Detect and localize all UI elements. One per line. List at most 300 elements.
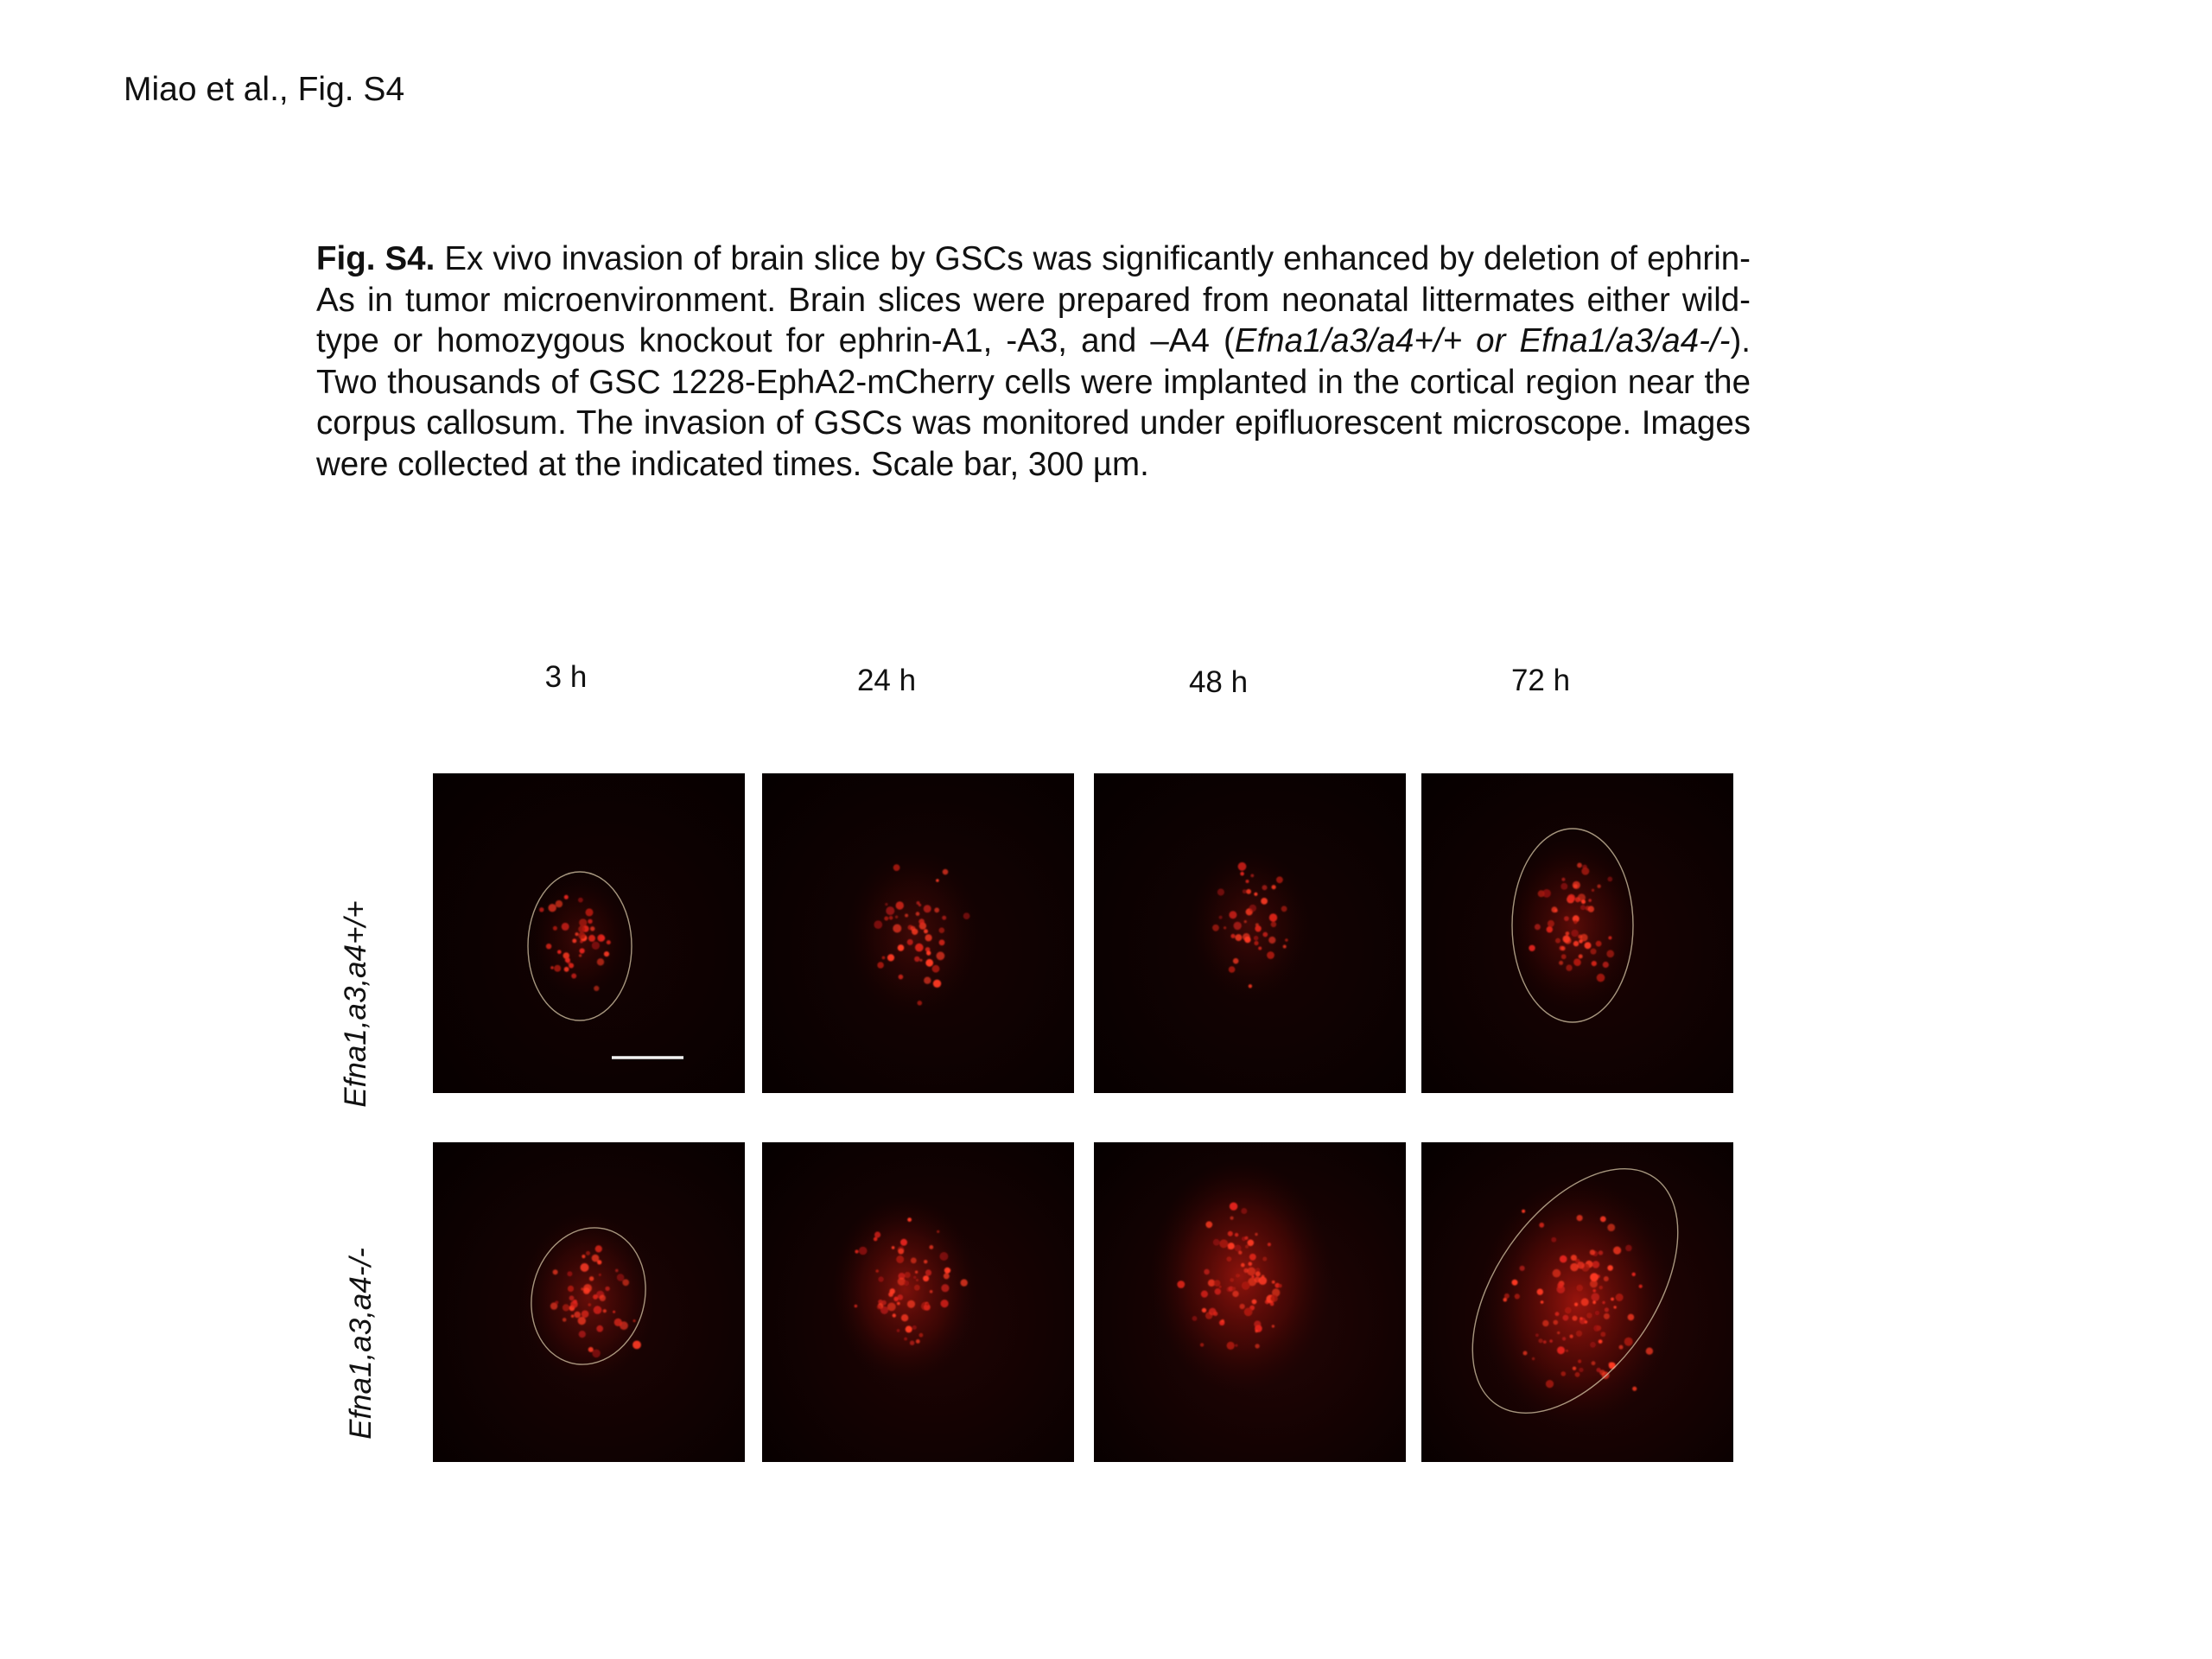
cell-dot xyxy=(1570,1335,1573,1338)
cell-dot xyxy=(1215,1288,1221,1294)
page-header: Miao et al., Fig. S4 xyxy=(124,71,405,108)
cell-dot xyxy=(1560,1255,1567,1263)
cell-dot xyxy=(946,1268,950,1273)
cell-dot xyxy=(579,1331,586,1338)
cell-dot xyxy=(1577,1215,1583,1221)
cell-dot xyxy=(904,1338,907,1341)
cell-dot xyxy=(1243,1268,1248,1273)
cell-dot xyxy=(1268,1243,1271,1246)
cell-dot xyxy=(1262,885,1268,890)
cell-dot xyxy=(1541,1300,1544,1304)
cell-dot xyxy=(1523,1351,1528,1356)
cell-dot xyxy=(1632,1273,1636,1276)
cell-dot xyxy=(1591,949,1597,955)
cell-dot xyxy=(1573,920,1577,924)
cell-dot xyxy=(1588,906,1594,912)
cell-dot xyxy=(633,1319,636,1322)
cell-dot xyxy=(1242,1281,1250,1290)
cell-dot xyxy=(1236,1274,1239,1277)
cell-dot xyxy=(1607,1265,1613,1271)
row-label-wild-type: Efna1,a3,a4+/+ xyxy=(339,900,372,1108)
cell-dot xyxy=(1535,1333,1539,1337)
micrograph-ko-48h xyxy=(1094,1142,1406,1462)
cell-dot xyxy=(1230,934,1235,938)
cell-dot xyxy=(1564,938,1571,944)
micrograph-image xyxy=(1421,1142,1733,1462)
cell-dot xyxy=(1283,945,1287,949)
cell-dot xyxy=(593,1294,598,1300)
cell-dot xyxy=(563,1304,569,1311)
cell-dot xyxy=(564,967,569,972)
cell-dot xyxy=(898,1249,904,1255)
cell-dot xyxy=(1227,1256,1232,1262)
cell-dot xyxy=(926,950,931,955)
cell-dot xyxy=(917,901,920,905)
cell-dot xyxy=(1532,1357,1535,1360)
cell-dot xyxy=(1258,947,1262,950)
cell-dot xyxy=(574,1312,581,1319)
cell-dot xyxy=(1555,938,1560,944)
cell-dot xyxy=(918,1001,923,1006)
cell-dot xyxy=(1247,1268,1255,1276)
caption-text-3: m. xyxy=(1112,445,1149,483)
cell-dot xyxy=(1269,913,1277,921)
cell-dot xyxy=(580,940,583,944)
cell-dot xyxy=(600,936,605,941)
cell-dot xyxy=(896,1255,904,1263)
cell-dot xyxy=(1230,1217,1234,1220)
cell-dot xyxy=(1600,1332,1605,1337)
cell-dot xyxy=(885,903,887,906)
cell-dot xyxy=(1580,905,1586,910)
cell-dot xyxy=(893,925,901,933)
cell-dot xyxy=(907,1217,912,1222)
cell-dot xyxy=(1219,1239,1228,1248)
cell-dot xyxy=(911,926,916,931)
cell-dot xyxy=(1250,874,1254,878)
cell-dot xyxy=(1249,984,1252,988)
cell-dot xyxy=(554,965,561,972)
cell-dot xyxy=(1579,954,1583,958)
cell-dot xyxy=(579,954,582,957)
cell-dot xyxy=(893,864,900,871)
cell-dot xyxy=(1255,1330,1257,1332)
row-label-knockout: Efna1,a3,a4-/- xyxy=(344,1248,378,1440)
cell-dot xyxy=(555,1300,558,1304)
cell-dot xyxy=(1249,905,1257,912)
cell-dot xyxy=(1270,1302,1274,1306)
cell-dot xyxy=(1255,925,1261,931)
cell-dot xyxy=(1597,974,1605,982)
cell-dot xyxy=(1575,897,1580,902)
cell-dot xyxy=(1611,1298,1614,1301)
cell-dot xyxy=(603,1309,607,1313)
cell-dot xyxy=(939,939,945,945)
cell-dot xyxy=(1228,1243,1235,1249)
micrograph-image xyxy=(762,1142,1074,1462)
cell-dot xyxy=(914,1285,920,1291)
cell-dot xyxy=(550,966,554,969)
cell-dot xyxy=(613,1311,615,1313)
cell-dot xyxy=(1585,942,1592,949)
cell-dot xyxy=(1234,922,1242,930)
cell-dot xyxy=(914,957,919,962)
cell-dot xyxy=(943,869,949,875)
cell-dot xyxy=(1593,1325,1599,1332)
cell-dot xyxy=(1592,961,1597,966)
cell-dot xyxy=(1255,1271,1261,1276)
cell-dot xyxy=(939,1252,948,1261)
cell-dot xyxy=(1561,954,1567,959)
fluorescence-glow xyxy=(522,1212,655,1383)
cell-dot xyxy=(1580,934,1588,942)
cell-dot xyxy=(1262,932,1268,938)
cell-dot xyxy=(963,912,970,919)
cell-dot xyxy=(913,1276,916,1279)
cell-dot xyxy=(1254,893,1257,896)
cell-dot xyxy=(1235,1233,1238,1236)
cell-dot xyxy=(1245,1245,1249,1249)
cell-dot xyxy=(1592,1289,1596,1293)
cell-dot xyxy=(875,1269,879,1273)
cell-dot xyxy=(557,950,562,954)
cell-dot xyxy=(1219,1286,1222,1288)
cell-dot xyxy=(882,957,886,960)
cell-dot xyxy=(1607,1224,1615,1231)
cell-dot xyxy=(924,977,931,984)
cell-dot xyxy=(1592,1293,1600,1301)
cell-dot xyxy=(1603,962,1609,968)
cell-dot xyxy=(581,1263,589,1272)
cell-dot xyxy=(1520,1266,1525,1271)
cell-dot xyxy=(1590,1273,1599,1281)
cell-dot xyxy=(1559,961,1563,965)
micrograph-image xyxy=(762,773,1074,1093)
cell-dot xyxy=(886,906,894,915)
cell-dot xyxy=(925,934,932,941)
cell-dot xyxy=(1573,958,1580,965)
caption-genotype: Efna1/a3/a4+/+ or Efna1/a3/a4-/- xyxy=(1234,322,1731,359)
cell-dot xyxy=(1561,878,1565,881)
cell-dot xyxy=(1547,926,1553,932)
cell-dot xyxy=(1272,1325,1274,1327)
cell-dot xyxy=(1566,964,1572,970)
cell-dot xyxy=(1600,1217,1606,1223)
cell-dot xyxy=(925,959,933,967)
cell-dot xyxy=(1251,1275,1254,1278)
cell-dot xyxy=(915,944,924,952)
cell-dot xyxy=(588,935,595,942)
cell-dot xyxy=(1241,1263,1245,1268)
micrograph-ko-72h xyxy=(1421,1142,1733,1462)
cell-dot xyxy=(904,1281,909,1286)
cell-dot xyxy=(1567,894,1575,902)
cell-dot xyxy=(553,1269,558,1274)
cell-dot xyxy=(1586,1313,1592,1318)
cell-dot xyxy=(895,916,898,918)
cell-dot xyxy=(1581,1298,1589,1306)
cell-dot xyxy=(579,918,587,926)
cell-dot xyxy=(1592,1361,1596,1365)
cell-dot xyxy=(595,1245,602,1252)
cell-dot xyxy=(923,1275,929,1281)
cell-dot xyxy=(596,1325,603,1332)
cell-dot xyxy=(919,959,922,962)
cell-dot xyxy=(1553,1269,1561,1278)
cell-dot xyxy=(1238,1251,1242,1255)
cell-dot xyxy=(1576,1331,1582,1337)
cell-dot xyxy=(588,1347,594,1352)
cell-dot xyxy=(1272,1281,1275,1284)
cell-dot xyxy=(1596,941,1602,947)
cell-dot xyxy=(932,965,940,973)
cell-dot xyxy=(565,957,570,963)
cell-dot xyxy=(1566,931,1570,936)
cell-dot xyxy=(1580,1318,1586,1325)
cell-dot xyxy=(1246,889,1251,894)
micrograph-image xyxy=(1421,773,1733,1093)
cell-dot xyxy=(583,1287,590,1294)
cell-dot xyxy=(1240,872,1244,876)
cell-dot xyxy=(592,942,600,950)
cell-dot xyxy=(1571,930,1579,938)
cell-dot xyxy=(1504,1294,1510,1299)
cell-dot xyxy=(553,926,557,931)
cell-dot xyxy=(575,932,579,936)
cell-dot xyxy=(1235,1245,1242,1252)
cell-dot xyxy=(906,1325,912,1332)
cell-dot xyxy=(1592,889,1594,892)
cell-dot xyxy=(590,926,594,931)
cell-dot xyxy=(887,954,894,961)
cell-dot xyxy=(1255,1344,1259,1348)
cell-dot xyxy=(878,1276,883,1281)
cell-dot xyxy=(1267,951,1274,959)
cell-dot xyxy=(571,1315,574,1318)
cell-dot xyxy=(592,1255,600,1262)
cell-dot xyxy=(880,1306,888,1314)
cell-dot xyxy=(1566,1350,1568,1352)
cell-dot xyxy=(1238,862,1247,871)
cell-dot xyxy=(919,1333,924,1338)
cell-dot xyxy=(939,927,945,933)
cell-dot xyxy=(1255,1233,1257,1236)
cell-dot xyxy=(1592,1261,1600,1268)
cell-dot xyxy=(1625,1245,1632,1252)
micrograph-image xyxy=(433,773,745,1093)
cell-dot xyxy=(1539,1223,1544,1228)
cell-dot xyxy=(614,1319,622,1326)
cell-dot xyxy=(1557,1346,1565,1354)
cell-dot xyxy=(936,879,939,882)
cell-dot xyxy=(1574,1303,1578,1306)
cell-dot xyxy=(1243,889,1247,893)
cell-dot xyxy=(934,907,939,912)
cell-dot xyxy=(961,1279,968,1286)
cell-dot xyxy=(942,916,946,920)
cell-dot xyxy=(916,1279,918,1281)
column-label-72h: 72 h xyxy=(1510,664,1571,697)
cell-dot xyxy=(1632,1387,1637,1391)
cell-dot xyxy=(916,1339,920,1344)
cell-dot xyxy=(933,980,941,988)
cell-dot xyxy=(888,1292,893,1297)
cell-dot xyxy=(580,948,585,953)
fluorescence-glow xyxy=(832,1196,977,1382)
cell-dot xyxy=(1235,1344,1237,1347)
cell-dot xyxy=(1599,1286,1603,1289)
cell-dot xyxy=(1281,906,1287,912)
cell-dot xyxy=(877,962,884,969)
cell-dot xyxy=(604,951,609,957)
caption-micro-symbol: µ xyxy=(1092,445,1113,483)
cell-dot xyxy=(617,1274,625,1281)
cell-dot xyxy=(1229,966,1236,973)
cell-dot xyxy=(1543,1340,1547,1344)
cell-dot xyxy=(1579,1368,1583,1372)
cell-dot xyxy=(1252,1300,1257,1305)
cell-dot xyxy=(1624,1338,1633,1346)
cell-dot xyxy=(567,1271,572,1276)
cell-dot xyxy=(1608,936,1611,939)
cell-dot xyxy=(597,958,604,965)
cell-dot xyxy=(539,907,543,912)
cell-dot xyxy=(1268,937,1275,944)
fluorescence-glow xyxy=(1150,1160,1332,1393)
micrograph-wt-24h xyxy=(762,773,1074,1093)
cell-dot xyxy=(592,1350,601,1358)
cell-dot xyxy=(1205,1221,1212,1228)
cell-dot xyxy=(571,974,576,979)
cell-dot xyxy=(588,1303,592,1306)
cell-dot xyxy=(893,1313,896,1317)
cell-dot xyxy=(1557,1332,1560,1334)
cell-dot xyxy=(915,1271,918,1274)
cell-dot xyxy=(1565,1307,1572,1314)
cell-dot xyxy=(1244,920,1247,923)
cell-dot xyxy=(605,1287,609,1291)
cell-dot xyxy=(1551,1237,1556,1243)
cell-dot xyxy=(1639,1285,1643,1288)
cell-dot xyxy=(556,900,563,907)
cell-dot xyxy=(615,1269,619,1273)
cell-dot xyxy=(1512,1280,1518,1286)
cell-dot xyxy=(1573,1316,1578,1321)
cell-dot xyxy=(1262,1257,1267,1262)
cell-dot xyxy=(1249,1262,1253,1266)
cell-dot xyxy=(881,1300,887,1306)
cell-dot xyxy=(578,932,585,939)
cell-dot xyxy=(1546,1380,1554,1388)
micrograph-wt-3h xyxy=(433,773,745,1093)
cell-dot xyxy=(1563,1315,1569,1321)
cell-dot xyxy=(1248,1240,1255,1247)
cell-dot xyxy=(1560,883,1567,890)
cell-dot xyxy=(1573,881,1580,889)
cell-dot xyxy=(632,1341,641,1350)
cell-dot xyxy=(859,1247,868,1255)
cell-dot xyxy=(586,1251,590,1255)
cell-dot xyxy=(1271,922,1277,928)
column-label-48h: 48 h xyxy=(1188,665,1249,699)
cell-dot xyxy=(1564,916,1569,921)
cell-dot xyxy=(929,1245,933,1249)
cell-dot xyxy=(1613,1306,1616,1308)
cell-dot xyxy=(1245,1236,1249,1240)
cell-dot xyxy=(600,1295,606,1301)
cell-dot xyxy=(1217,888,1224,895)
cell-dot xyxy=(1209,1308,1217,1316)
cell-dot xyxy=(874,920,882,929)
cell-dot xyxy=(925,1269,931,1275)
cell-dot xyxy=(1240,1304,1245,1309)
cell-dot xyxy=(1228,1231,1233,1236)
cell-dot xyxy=(901,1314,908,1321)
cell-dot xyxy=(1204,1269,1210,1275)
cell-dot xyxy=(1243,933,1250,941)
cell-dot xyxy=(944,1273,950,1279)
cell-dot xyxy=(581,1287,583,1290)
cell-dot xyxy=(1219,916,1223,919)
cell-dot xyxy=(562,923,569,931)
cell-dot xyxy=(1542,1320,1548,1326)
cell-dot xyxy=(930,1290,933,1294)
column-label-24h: 24 h xyxy=(856,664,917,697)
caption-text-1: Ex vivo invasion of brain slice by GSCs was significantly enhanced by deletion of ephrin-As in tumor microenvironment. Brain slices were prepared from neonatal littermates either wild-type or homozygous knockout for ephrin-A1, -A3, and –A4 ( xyxy=(316,240,1751,359)
cell-dot xyxy=(1581,868,1589,875)
cell-dot xyxy=(582,1255,585,1258)
cell-dot xyxy=(1535,924,1541,930)
cell-dot xyxy=(1235,934,1242,941)
cell-dot xyxy=(1590,1342,1596,1348)
cell-dot xyxy=(1607,877,1612,882)
cell-dot xyxy=(1538,890,1545,897)
cell-dot xyxy=(855,1249,858,1253)
cell-dot xyxy=(897,1329,900,1332)
cell-dot xyxy=(1562,1337,1566,1340)
cell-dot xyxy=(569,1295,575,1300)
cell-dot xyxy=(900,1239,907,1246)
cell-dot xyxy=(918,918,925,925)
cell-dot xyxy=(1597,885,1600,888)
cell-dot xyxy=(1212,925,1219,931)
cell-dot xyxy=(1285,938,1288,942)
cell-dot xyxy=(896,901,904,909)
cell-dot xyxy=(578,925,585,932)
cell-dot xyxy=(924,1260,927,1263)
cell-dot xyxy=(1230,1203,1237,1211)
micrograph-wt-72h xyxy=(1421,773,1733,1093)
cell-dot xyxy=(589,1276,594,1281)
cell-dot xyxy=(1613,1247,1621,1255)
cell-dot xyxy=(937,1230,939,1233)
cell-dot xyxy=(1279,1284,1282,1287)
cell-dot xyxy=(1276,876,1283,883)
cell-dot xyxy=(1578,1359,1581,1363)
cell-dot xyxy=(941,1284,949,1292)
cell-dot xyxy=(910,1341,914,1345)
cell-dot xyxy=(1261,898,1268,905)
cell-dot xyxy=(1581,899,1586,904)
cell-dot xyxy=(568,1286,574,1292)
cell-dot xyxy=(905,914,908,918)
cell-dot xyxy=(546,944,551,949)
cell-dot xyxy=(897,1302,900,1306)
cell-dot xyxy=(572,938,576,943)
cell-dot xyxy=(549,904,556,912)
cell-dot xyxy=(912,1325,917,1330)
cell-dot xyxy=(911,1257,917,1263)
